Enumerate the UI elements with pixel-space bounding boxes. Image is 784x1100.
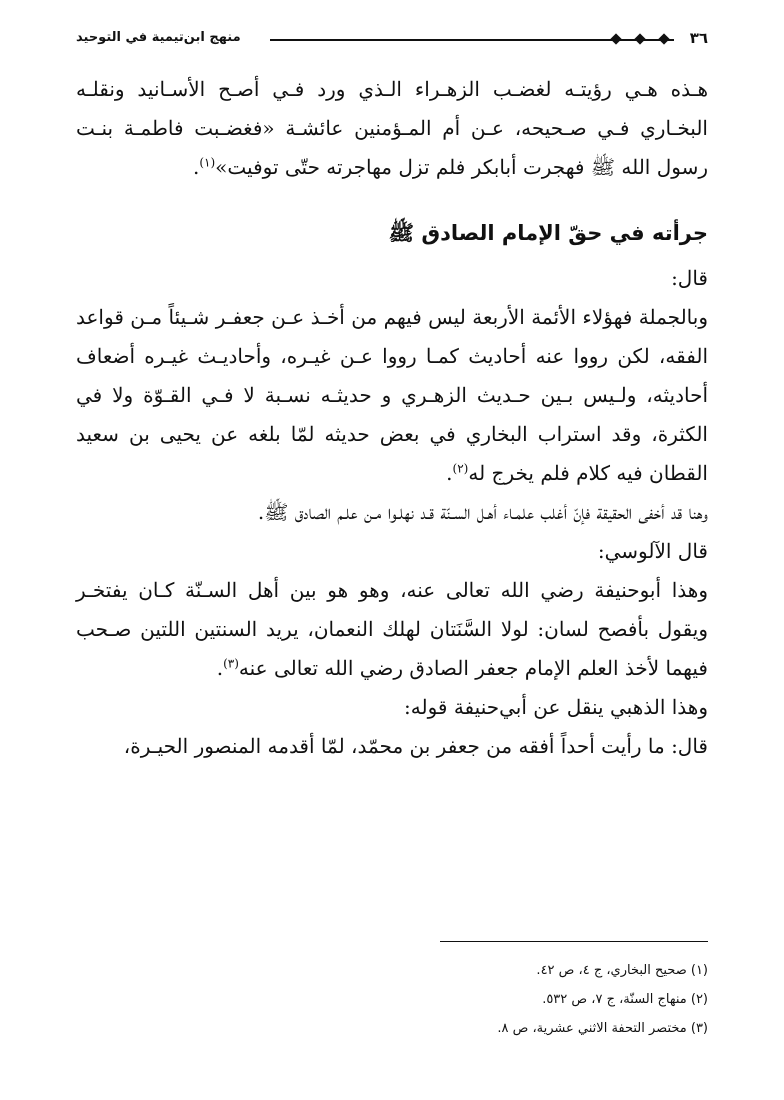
section-heading: جرأته في حقّ الإمام الصادق ﷺ xyxy=(388,221,708,245)
quote-intro: قال: xyxy=(671,266,708,290)
paragraph: وهنا قد أخفى الحقيقة فإنّ أغلب علمـاء أهـل السـنّة قـد نهلـوا مـن علـم الصادق ﷺ. xyxy=(257,500,708,524)
paragraph xyxy=(76,571,708,688)
footnote-separator xyxy=(440,941,708,942)
footnotes xyxy=(76,956,708,1043)
ornament-diamond-icon xyxy=(658,33,669,44)
ornament-diamond-icon xyxy=(610,33,621,44)
paragraph-end: . xyxy=(216,656,224,680)
footnote: (٢) منهاج السنّة، ج ٧، ص ٥٣٢. xyxy=(542,992,708,1007)
footnote-ref: (١) xyxy=(199,155,216,170)
page-number: ٣٦ xyxy=(689,29,708,47)
paragraph-text: هـذه هـي رؤيتـه لغضـب الزهـراء الـذي ورد فـي أصـح الأسـانيد ونقلـه البخـاري فـي صـحيحه، عـن أم المـؤمنين عائشـة «فغضـبت فاطمـة بنـت رسول الله ﷺ فهجرت أبابكر فلم تزل مهاجرته حتّى توفيت» xyxy=(76,77,708,179)
paragraph-end: . xyxy=(192,155,200,179)
main-text xyxy=(76,70,708,766)
quote-intro: قال الآلوسي: xyxy=(597,539,708,563)
paragraph-text: وهذا أبوحنيفة رضي الله تعالى عنه، وهو هو بين أهل السـنّة كـان يفتخـر ويقول بأفصح لسان: لولا السَّنَتان لهلك النعمان، يريد السنتين اللتين صـحب فيهما لأخذ العلم الإمام جعفر الصادق رضي الله تعالى عنه xyxy=(76,578,708,680)
footnote: (٣) مختصر التحفة الاثني عشرية، ص ٨. xyxy=(497,1021,708,1036)
footnote: (١) صحيح البخاري، ج ٤، ص ٤٢. xyxy=(536,963,708,978)
paragraph: قال: ما رأيت أحداً أفقه من جعفر بن محمّد، لمّا أقدمه المنصور الحيـرة، xyxy=(123,734,708,758)
footnote-ref: (٣) xyxy=(223,656,239,671)
paragraph xyxy=(76,70,708,187)
paragraph xyxy=(76,298,708,493)
paragraph-end: . xyxy=(446,461,453,485)
paragraph-text: وبالجملة فهؤلاء الأئمة الأربعة ليس فيهم من أخـذ عـن جعفـر شـيئاً مـن قواعد الفقه، لكن رووا عنه أحاديث كمـا رووا عـن غيـره، وأحاديـث غيـره أضعاف أحاديثه، ولـيس بـين حـديث الزهـري و حديثـه نسـبة لا فـي القـوّة ولا في الكثرة، وقد استراب البخاري في بعض حديثه لمّا بلغه عن يحيى بن سعيد القطان فيه كلام فلم يخرج له xyxy=(76,305,708,485)
running-header xyxy=(76,26,708,52)
book-title: منهج ابن‌تيمية في التوحيد xyxy=(76,30,241,45)
paragraph: وهذا الذهبي ينقل عن أبي‌حنيفة قوله: xyxy=(404,695,708,719)
footnote-ref: (٢) xyxy=(452,461,469,476)
ornament-diamond-icon xyxy=(634,33,645,44)
